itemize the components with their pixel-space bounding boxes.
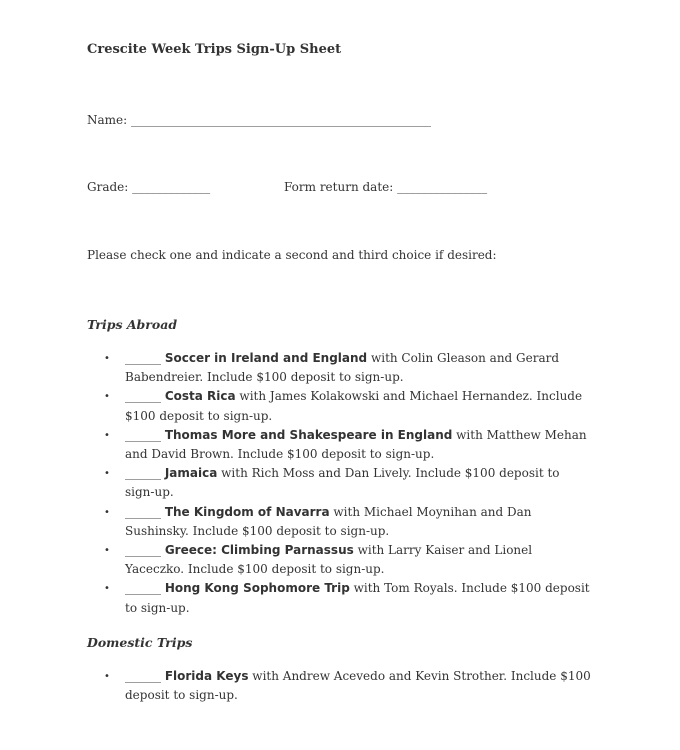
instructions-text: Please check one and indicate a second and third choice if desired: bbox=[87, 248, 497, 262]
bullet-icon: • bbox=[104, 545, 110, 557]
trip-details: with Rich Moss and Dan Lively. Include $100 deposit to sign-up. bbox=[125, 466, 560, 500]
trip-list-item bbox=[87, 426, 592, 464]
section-heading-domestic-trips: Domestic Trips bbox=[87, 635, 193, 650]
trip-details: with Matthew Mehan and David Brown. Include $100 deposit to sign-up. bbox=[125, 427, 587, 462]
trip-destination: Jamaica bbox=[164, 466, 218, 481]
trip-destination: Thomas More and Shakespeare in England bbox=[164, 427, 453, 442]
trip-details: with Tom Royals. Include $100 deposit to sign-up. bbox=[125, 581, 590, 615]
checkbox-blank-line: ______ bbox=[125, 466, 165, 481]
checkbox-blank-line: ______ bbox=[125, 504, 165, 519]
domestic-trips-list bbox=[87, 667, 592, 705]
trip-destination: Greece: Climbing Parnassus bbox=[164, 543, 354, 558]
trip-details: with James Kolakowski and Michael Hernandez. Include $100 deposit to sign-up. bbox=[125, 389, 583, 423]
checkbox-blank-line: ______ bbox=[125, 351, 165, 365]
bullet-icon: • bbox=[104, 506, 110, 518]
checkbox-blank-line: ______ bbox=[125, 389, 165, 404]
document-title: Crescite Week Trips Sign-Up Sheet bbox=[87, 42, 342, 57]
trip-destination: Costa Rica bbox=[164, 389, 236, 404]
grade-field-line: Grade: _____________ bbox=[87, 180, 211, 194]
trip-list-item bbox=[87, 579, 592, 617]
checkbox-blank-line: ______ bbox=[125, 581, 165, 596]
form-return-date-line: Form return date: _______________ bbox=[284, 180, 488, 194]
page-edge bbox=[672, 0, 680, 750]
name-field-line: Name: __________________________________________________ bbox=[87, 113, 431, 127]
trip-details: with Colin Gleason and Gerard Babendreier. Include $100 deposit to sign-up. bbox=[125, 351, 560, 385]
trip-list-item bbox=[87, 349, 592, 387]
trip-destination: Hong Kong Sophomore Trip bbox=[164, 581, 350, 596]
bullet-icon: • bbox=[104, 353, 110, 364]
trip-destination: Florida Keys bbox=[164, 669, 249, 683]
trip-destination: The Kingdom of Navarra bbox=[164, 504, 330, 519]
trip-list-item bbox=[87, 667, 592, 705]
trip-details: with Larry Kaiser and Lionel Yaceczko. Include $100 deposit to sign-up. bbox=[125, 543, 533, 577]
trip-details: with Andrew Acevedo and Kevin Strother. Include $100 deposit to sign-up. bbox=[125, 669, 591, 703]
bullet-icon: • bbox=[104, 468, 110, 480]
trip-list-item bbox=[87, 387, 592, 425]
trip-list-item bbox=[87, 541, 592, 579]
bullet-icon: • bbox=[104, 671, 110, 682]
bullet-icon: • bbox=[104, 429, 110, 441]
bullet-icon: • bbox=[104, 391, 110, 403]
checkbox-blank-line: ______ bbox=[125, 543, 165, 558]
trip-details: with Michael Moynihan and Dan Sushinsky. Include $100 deposit to sign-up. bbox=[125, 504, 532, 538]
trip-list-item bbox=[87, 503, 592, 541]
trip-list-item bbox=[87, 464, 592, 502]
section-heading-trips-abroad: Trips Abroad bbox=[87, 317, 178, 332]
trips-abroad-list bbox=[87, 349, 592, 618]
checkbox-blank-line: ______ bbox=[125, 427, 165, 442]
checkbox-blank-line: ______ bbox=[125, 669, 165, 683]
bullet-icon: • bbox=[104, 583, 110, 595]
trip-destination: Soccer in Ireland and England bbox=[164, 351, 368, 365]
